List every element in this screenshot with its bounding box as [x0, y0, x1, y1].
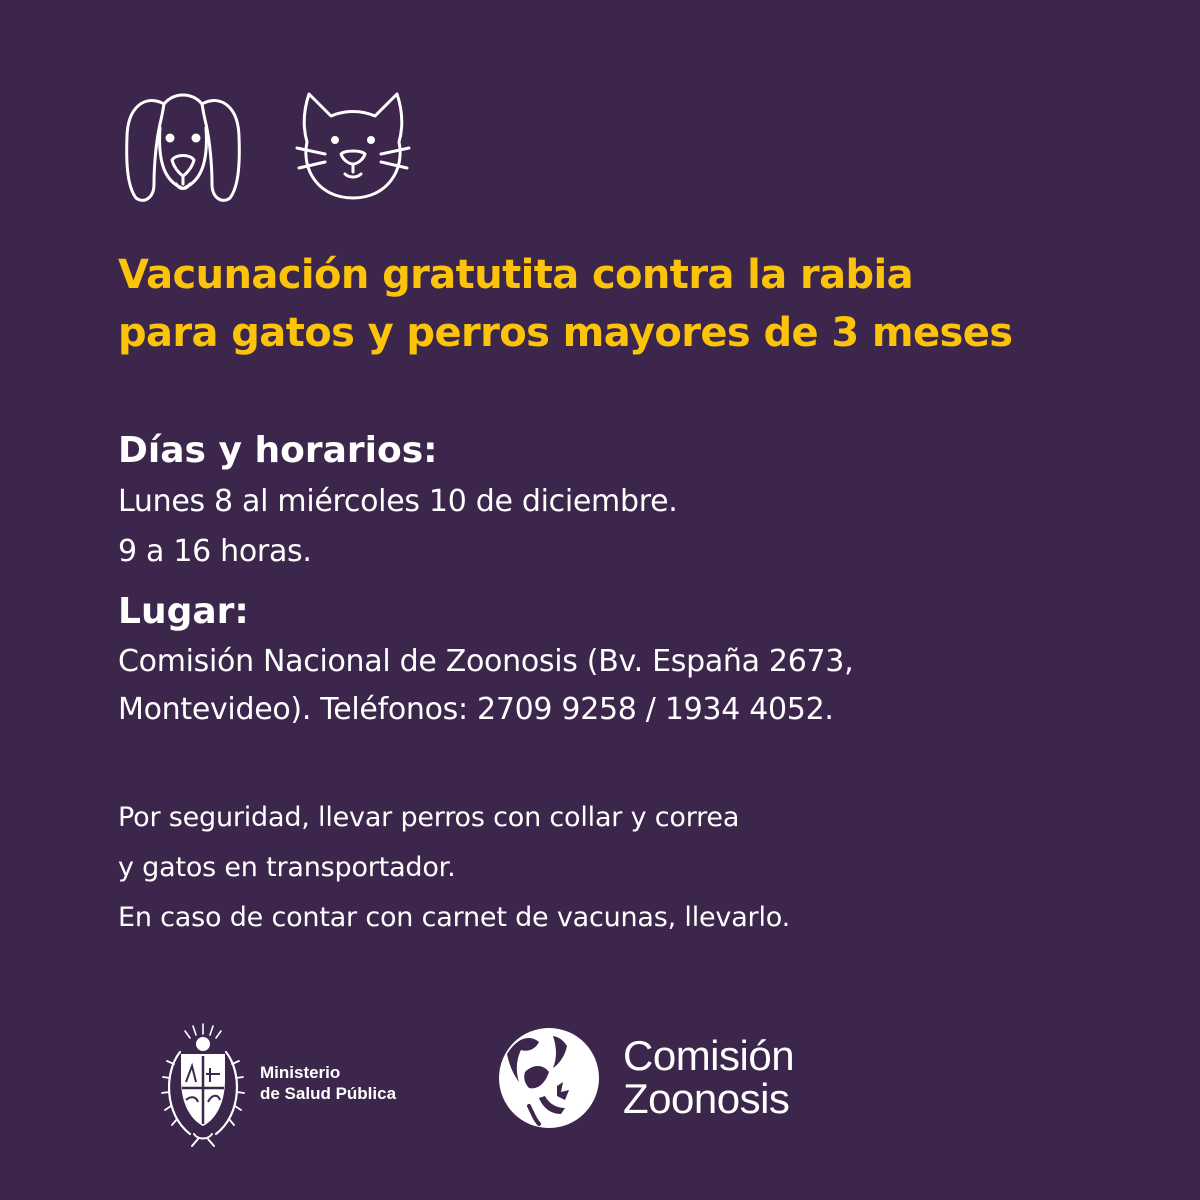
schedule-hours: 9 a 16 horas. [118, 534, 312, 569]
schedule-days: Lunes 8 al miércoles 10 de diciembre. [118, 484, 678, 519]
zoonosis-animal-emblem-icon [495, 1028, 603, 1128]
uruguay-coat-of-arms-icon [160, 1022, 246, 1152]
note-carrier: y gatos en transportador. [118, 852, 456, 883]
commission-name-line-1: Comisión [623, 1032, 795, 1079]
ministry-name-line-2: de Salud Pública [260, 1084, 397, 1103]
campaign-headline [118, 246, 1118, 362]
location-heading: Lugar: [118, 591, 249, 632]
headline-line-1: Vacunación gratutita contra la rabia [118, 252, 914, 298]
cat-face-icon [295, 90, 413, 202]
note-safety: Por seguridad, llevar perros con collar y correa [118, 802, 740, 833]
commission-name-line-2: Zoonosis [623, 1075, 790, 1122]
location-phones: Montevideo). Teléfonos: 2709 9258 / 1934 4052. [118, 692, 834, 727]
ministry-name [260, 1062, 396, 1104]
ministry-name-line-1: Ministerio [260, 1063, 341, 1082]
commission-logo [495, 1028, 835, 1128]
pet-icons [118, 85, 428, 210]
ministry-logo [160, 1022, 422, 1152]
note-vaccine-card: En caso de contar con carnet de vacunas, llevarlo. [118, 902, 790, 933]
dog-face-icon [124, 88, 242, 206]
schedule-heading: Días y horarios: [118, 430, 438, 471]
headline-line-2: para gatos y perros mayores de 3 meses [118, 310, 1013, 356]
commission-name [623, 1034, 794, 1120]
location-address: Comisión Nacional de Zoonosis (Bv. España 2673, [118, 644, 854, 679]
